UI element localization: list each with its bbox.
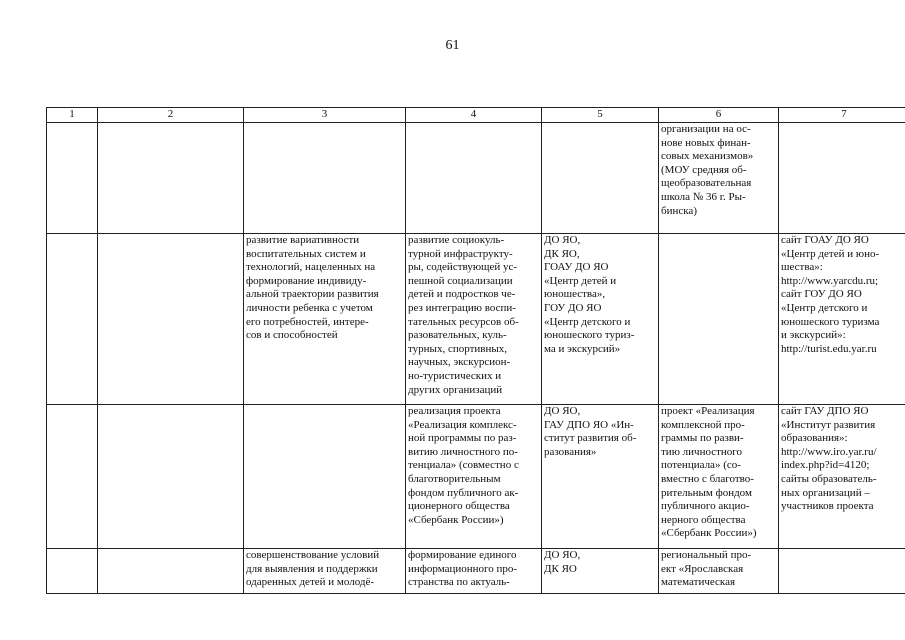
table-cell: развитие социокуль- турной инфраструкту- ры, содействующей ус- пешной социализации детей и подростков че- рез интеграцию воспи- тательных ресурсов об- разовательных, куль- турных, спортивных, научных, экскурсион- но-туристических и других организаций bbox=[406, 234, 542, 405]
table-row bbox=[47, 405, 905, 549]
table-cell: сайт ГОАУ ДО ЯО «Центр детей и юно- шества»: http://www.yarcdu.ru; сайт ГОУ ДО ЯО «Центр детского и юношеского туризма и экскурсий»: http://turist.edu.yar.ru bbox=[779, 234, 905, 405]
table-cell: ДО ЯО, ДК ЯО, ГОАУ ДО ЯО «Центр детей и юношества», ГОУ ДО ЯО «Центр детского и юношеского туриз- ма и экскурсий» bbox=[542, 234, 659, 405]
plan-table bbox=[46, 107, 905, 594]
column-number: 2 bbox=[98, 108, 244, 123]
table-cell bbox=[659, 234, 779, 405]
table-cell bbox=[244, 405, 406, 549]
table-cell bbox=[779, 123, 905, 234]
column-number: 1 bbox=[47, 108, 98, 123]
table-cell: совершенствование условий для выявления и поддержки одаренных детей и молодё- bbox=[244, 549, 406, 594]
table-cell bbox=[47, 549, 98, 594]
table-cell: реализация проекта «Реализация комплекс- ной программы по раз- витию личностного по- тенциала» (совместно с благотворительным фондом публичного ак- ционерного общества «Сбербанк России») bbox=[406, 405, 542, 549]
table-cell bbox=[244, 123, 406, 234]
table-cell bbox=[779, 549, 905, 594]
table-cell bbox=[542, 123, 659, 234]
column-number: 4 bbox=[406, 108, 542, 123]
table-cell bbox=[98, 549, 244, 594]
table-cell: проект «Реализация комплексной про- граммы по разви- тию личностного потенциала» (со- вместно с благотво- рительным фондом публичного акцио- нерного общества «Сбербанк России») bbox=[659, 405, 779, 549]
table-cell bbox=[98, 234, 244, 405]
table-row bbox=[47, 123, 905, 234]
column-number: 7 bbox=[779, 108, 905, 123]
column-number: 6 bbox=[659, 108, 779, 123]
page-number: 61 bbox=[445, 38, 460, 53]
column-number-row bbox=[47, 108, 905, 123]
table-cell bbox=[98, 123, 244, 234]
table-cell bbox=[47, 405, 98, 549]
table-cell bbox=[406, 123, 542, 234]
table-cell bbox=[47, 123, 98, 234]
table-row bbox=[47, 234, 905, 405]
table-row bbox=[47, 549, 905, 594]
table-cell: формирование единого информационного про- странства по актуаль- bbox=[406, 549, 542, 594]
table-cell: региональный про- ект «Ярославская математическая bbox=[659, 549, 779, 594]
table-cell: развитие вариативности воспитательных систем и технологий, нацеленных на формирование индивиду- альной траектории развития личности ребенка с учетом его потребностей, интере- сов и способностей bbox=[244, 234, 406, 405]
table-cell bbox=[98, 405, 244, 549]
table-cell: организации на ос- нове новых финан- совых механизмов» (МОУ средняя об- щеобразовательная школа № 36 г. Ры- бинска) bbox=[659, 123, 779, 234]
table-cell: ДО ЯО, ГАУ ДПО ЯО «Ин- ститут развития об- разования» bbox=[542, 405, 659, 549]
column-number: 3 bbox=[244, 108, 406, 123]
table-cell: сайт ГАУ ДПО ЯО «Институт развития образования»: http://www.iro.yar.ru/ index.php?id=4120; сайты образователь- ных организаций – участников проекта bbox=[779, 405, 905, 549]
column-number: 5 bbox=[542, 108, 659, 123]
table-cell bbox=[47, 234, 98, 405]
table-cell: ДО ЯО, ДК ЯО bbox=[542, 549, 659, 594]
